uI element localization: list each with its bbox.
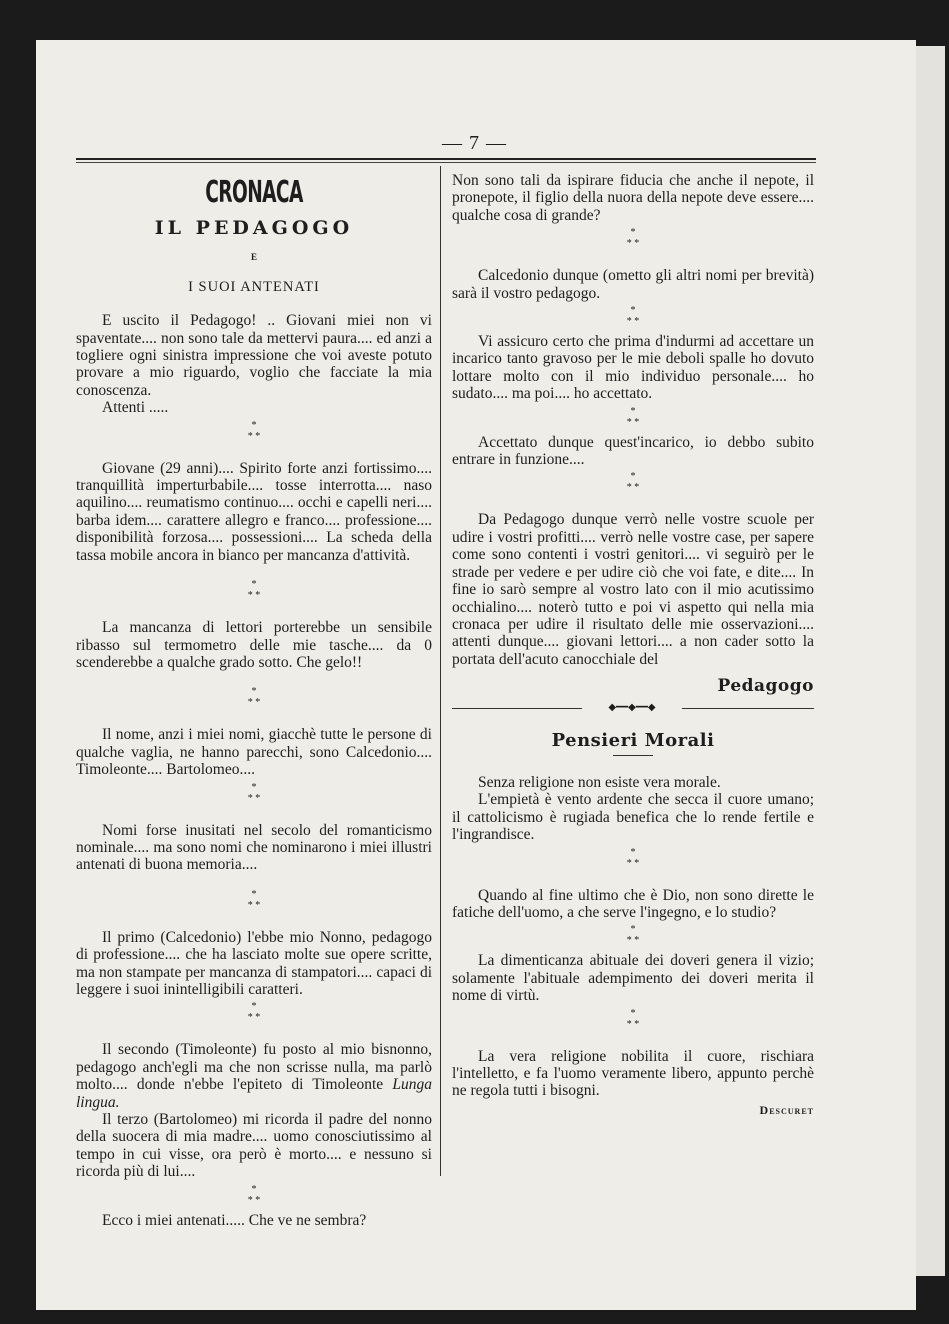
asterism-icon: * * * — [626, 405, 640, 428]
asterism-icon: * * * — [626, 1007, 640, 1030]
italic-epithet: Lunga lingua. — [76, 1076, 432, 1111]
maxim: La dimenticanza abituale dei doveri genera il vizio; solamente l'abituale adempimento dei doveri merita il nome di virtù. — [452, 952, 814, 1005]
paragraph: Vi assicuro certo che prima d'indurmi ad accettare un incarico tanto gravoso per le mie deboli spalle ho dovuto lottare molto con il mio individuo personale.... ho sudato.... ma poi.... ho accettato. — [452, 333, 814, 403]
paragraph: Il terzo (Bartolomeo) mi ricorda il padre del nonno della suocera di mia madre.... uomo conosciutissimo al tempo in cui visse, ora però è morto.... e nessuno si ricorda più di lui.... — [76, 1111, 432, 1181]
paragraph: Il nome, anzi i miei nomi, giacchè tutte le persone di qualche vaglia, ne hanno parecchi, sono Calcedonio.... Timoleonte.... Bartolomeo.... — [76, 726, 432, 779]
asterism-icon: * * * — [247, 579, 261, 602]
short-rule — [613, 755, 653, 756]
paragraph: Da Pedagogo dunque verrò nelle vostre scuole per udire i vostri profitti.... verrò nelle vostre case, per sapere come sono contenti i vostri genitori.... vi seguirò per le strade per vedere e per udire ciò che voi fate, e dite.... In fine io sarò sempre al vostro lato con il mio acutissimo occhialino.... noterò tutto e poi vi aspetto qui nella mia cronaca per udire il risultato delle mie osservazioni.... attenti dunque.... giovani lettori.... a non cader sotto la portata dell'acuto canocchiale del — [452, 511, 814, 668]
asterism-icon: * * * — [626, 471, 640, 494]
ornamental-rule: ◆━━◆━━◆ — [452, 704, 814, 714]
paragraph: Calcedonio dunque (ometto gli altri nomi per brevità) sarà il vostro pedagogo. — [452, 267, 814, 302]
right-column — [452, 172, 814, 1119]
section-title-pensieri: Pensieri Morali — [551, 729, 715, 751]
asterism-icon: * * * — [247, 419, 261, 442]
asterism-icon: * * * — [247, 686, 261, 709]
signature-pedagogo: Pedagogo — [717, 676, 814, 697]
page-number: — 7 — — [442, 132, 507, 154]
maxim: Senza religione non esiste vera morale. — [478, 773, 721, 791]
header-rule-thin — [76, 162, 816, 163]
asterism-icon: * * * — [626, 924, 640, 947]
asterism-icon: * * * — [247, 1001, 261, 1024]
paragraph: E uscito il Pedagogo! .. Giovani miei non vi spaventate.... non sono tale da mettervi paura.... ed anzi a togliere ogni sinistra impressione che voi aveste potuto provare a mio riguardo, voglio che facciate la mia conoscenza. — [76, 312, 432, 399]
maxim: Quando al fine ultimo che è Dio, non sono dirette le fatiche dell'uomo, a che serve l'ingegno, e lo studio? — [452, 886, 814, 921]
maxim: L'empietà è vento ardente che secca il cuore umano; il cattolicismo è rugiada benefica che lo rende fertile e l'ingrandisce. — [452, 791, 814, 844]
heading-conjunction: E — [250, 252, 257, 263]
paragraph: Accettato dunque quest'incarico, io debbo subito entrare in funzione.... — [452, 433, 814, 469]
article-subheading: I SUOI ANTENATI — [188, 278, 320, 295]
paragraph: Giovane (29 anni).... Spirito forte anzi fortissimo.... tranquillità imperturbabile.... tosse interrotta.... naso aquilino.... reumatismo continuo.... occhi e capelli neri.... barba idem.... carattere allegro e franco.... professione.... disponibilità forzosa.... possessioni.... La scheda della tassa mobile ancora in bianco per mancanza d'attività. — [76, 459, 432, 564]
paragraph: La mancanza di lettori porterebbe un sensibile ribasso sul termometro delle mie tasche.... da 0 scenderebbe a qualche grado sotto. Che gelo!! — [76, 619, 432, 671]
paragraph: Il primo (Calcedonio) l'ebbe mio Nonno, pedagogo di professione.... che ha lasciato molte sue opere scritte, ma non stampate per mancanza di stampatori.... capaci di leggere i suoi inintelligibili caratteri. — [76, 928, 432, 998]
paragraph — [76, 1041, 432, 1111]
asterism-icon: * * * — [247, 781, 261, 804]
asterism-icon: * * * — [626, 846, 640, 869]
paragraph: Non sono tali da ispirare fiducia che anche il nepote, il pronepote, il figlio della nuora della nepote deve essere.... qualche cosa di grande? — [452, 172, 814, 224]
asterism-icon: * * * — [247, 888, 261, 911]
article-heading: IL PEDAGOGO — [154, 217, 354, 239]
column-divider — [440, 166, 441, 1176]
paragraph: Nomi forse inusitati nel secolo del romanticismo nominale.... ma sono nomi che nominarono i miei illustri antenati di buona memoria.... — [76, 821, 432, 874]
paragraph-text: Il secondo (Timoleonte) fu posto al mio bisnonno, pedagogo anch'egli ma che non scrisse nulla, ma parlò molto.... donde n'ebbe l'epiteto di Timoleonte — [76, 1041, 432, 1094]
maxim: La vera religione nobilita il cuore, rischiara l'intelletto, e fa l'uomo veramente libero, appunto perchè ne regola tutti i bisogni. — [452, 1047, 814, 1100]
left-column — [76, 172, 432, 1229]
asterism-icon: * * * — [247, 1183, 261, 1206]
paragraph: Ecco i miei antenati..... Che ve ne sembra? — [102, 1211, 367, 1229]
asterism-icon: * * * — [626, 305, 640, 328]
asterism-icon: * * * — [626, 227, 640, 250]
section-title-cronaca: CRONACA — [205, 175, 303, 210]
paragraph: Attenti ..... — [102, 399, 169, 417]
author-signature: Descuret — [759, 1102, 814, 1117]
header-rule — [76, 158, 816, 160]
